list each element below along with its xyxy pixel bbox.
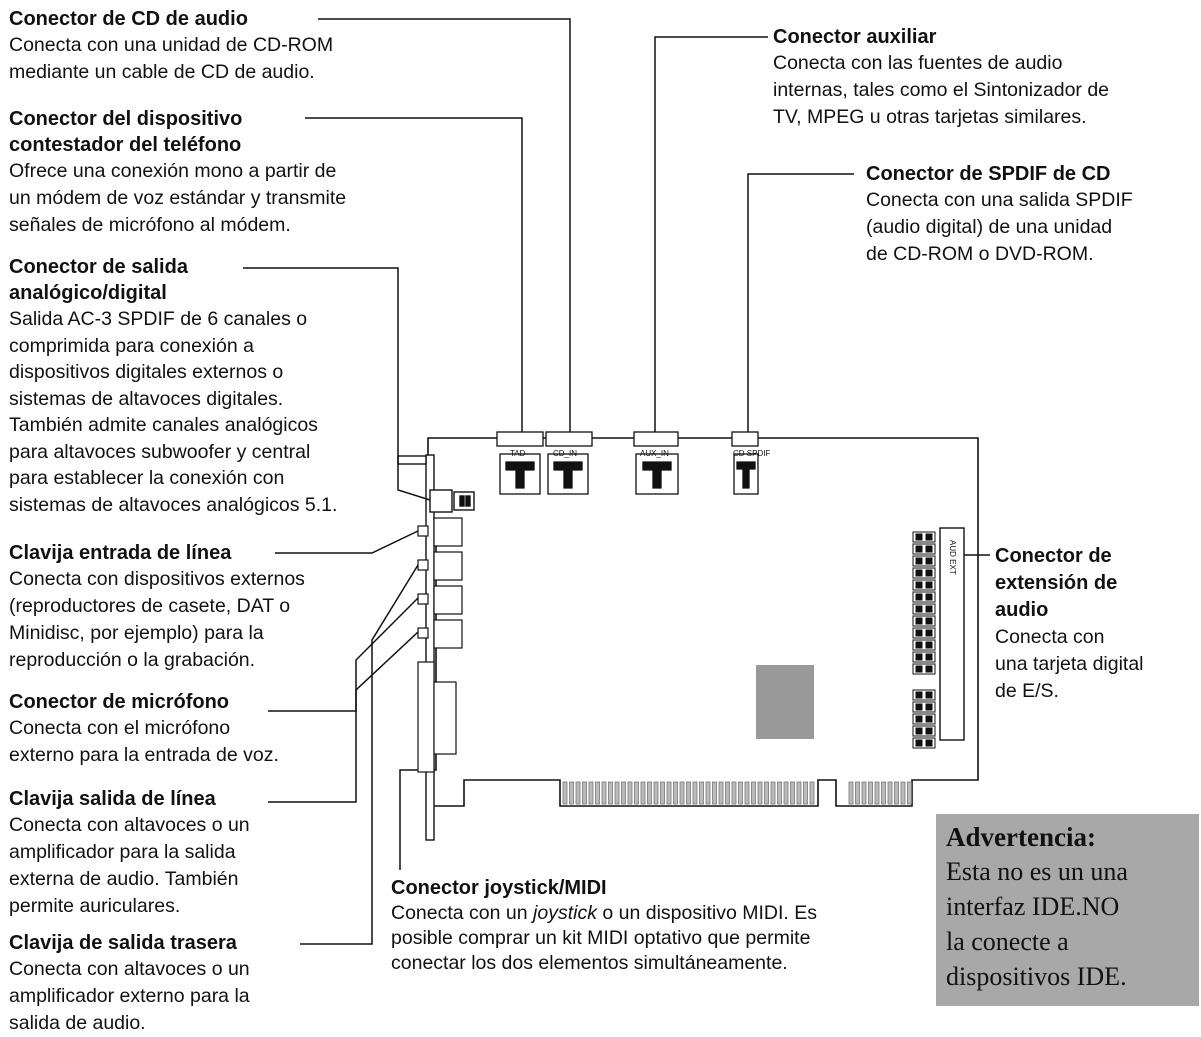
header-pin bbox=[926, 728, 932, 734]
contact-finger bbox=[615, 782, 619, 804]
line-in-desc-4: reproducción o la grabación. bbox=[9, 649, 256, 671]
audio-extension-header bbox=[913, 532, 935, 748]
header-pin bbox=[916, 582, 922, 588]
header-pin bbox=[916, 666, 922, 672]
aux-title: Conector auxiliar bbox=[773, 26, 937, 48]
header-pin bbox=[926, 594, 932, 600]
header-pin bbox=[916, 534, 922, 540]
contact-finger bbox=[739, 782, 743, 804]
header-pin bbox=[916, 642, 922, 648]
joystick-desc-prefix: Conecta con un bbox=[391, 902, 534, 924]
audio-ext-callout bbox=[995, 543, 1144, 705]
tad-title-2: contestador del teléfono bbox=[9, 134, 242, 156]
tad-desc-3: señales de micrófono al módem. bbox=[9, 214, 291, 236]
analog-digital-title-1: Conector de salida bbox=[9, 256, 188, 278]
contact-finger bbox=[784, 782, 788, 804]
analog-digital-desc-4: sistemas de altavoces digitales. bbox=[9, 387, 284, 410]
tad-desc-2: un módem de voz estándar y transmite bbox=[9, 187, 347, 209]
header-pin bbox=[926, 582, 932, 588]
rear-out-title: Clavija de salida trasera bbox=[9, 932, 237, 954]
warning-title: Advertencia: bbox=[946, 822, 1096, 852]
header-pin bbox=[926, 704, 932, 710]
joystick-desc-3: conectar los dos elementos simultáneamente. bbox=[391, 952, 788, 974]
aux-in-board-label: AUX_IN bbox=[640, 449, 669, 458]
header-pin bbox=[926, 740, 932, 746]
cd-audio-desc-2: mediante un cable de CD de audio. bbox=[9, 61, 315, 83]
contact-finger bbox=[849, 782, 853, 804]
dsp-chip bbox=[756, 665, 814, 739]
warning-line-1: Esta no es un una bbox=[946, 857, 1128, 886]
audio-jacks bbox=[418, 518, 462, 648]
contact-finger bbox=[901, 782, 905, 804]
joystick-desc-1 bbox=[391, 901, 817, 926]
contact-finger bbox=[628, 782, 632, 804]
analog-digital-desc-2: comprimida para conexión a bbox=[9, 334, 254, 357]
line-in-desc-2: (reproductores de casete, DAT o bbox=[9, 595, 291, 617]
mic-desc-2: externo para la entrada de voz. bbox=[9, 744, 279, 766]
contact-finger bbox=[810, 782, 814, 804]
contact-finger bbox=[856, 782, 860, 804]
header-pin bbox=[916, 740, 922, 746]
contact-finger bbox=[778, 782, 782, 804]
header-pin bbox=[916, 606, 922, 612]
header-pin bbox=[926, 558, 932, 564]
line-in-callout bbox=[9, 540, 305, 674]
header-pin bbox=[926, 654, 932, 660]
line-in-desc-3: Minidisc, por ejemplo) para la bbox=[9, 622, 264, 644]
audio-ext-title-2: extensión de bbox=[995, 572, 1118, 594]
contact-finger bbox=[752, 782, 756, 804]
contact-finger bbox=[862, 782, 866, 804]
header-pin bbox=[926, 642, 932, 648]
audio-ext-title-1: Conector de bbox=[995, 545, 1112, 567]
contact-finger bbox=[609, 782, 613, 804]
line-out-desc-4: permite auriculares. bbox=[9, 895, 181, 917]
contact-finger bbox=[661, 782, 665, 804]
mic-title: Conector de micrófono bbox=[9, 691, 230, 713]
spdif-cd-callout bbox=[866, 161, 1133, 268]
contact-finger bbox=[693, 782, 697, 804]
contact-finger bbox=[771, 782, 775, 804]
header-pin bbox=[916, 630, 922, 636]
rear-out-callout bbox=[9, 930, 250, 1037]
analog-digital-desc-1: Salida AC-3 SPDIF de 6 canales o bbox=[9, 308, 308, 330]
spdif-cd-desc-1: Conecta con una salida SPDIF bbox=[866, 189, 1133, 211]
aux-desc-2: internas, tales como el Sintonizador de bbox=[773, 79, 1110, 101]
header-pin bbox=[916, 618, 922, 624]
contact-finger bbox=[680, 782, 684, 804]
header-pin bbox=[916, 704, 922, 710]
spdif-cd-desc-3: de CD-ROM o DVD-ROM. bbox=[866, 243, 1094, 265]
cd-in-board-label: CD_IN bbox=[553, 449, 578, 458]
contact-finger bbox=[654, 782, 658, 804]
contact-finger bbox=[888, 782, 892, 804]
header-pin bbox=[916, 570, 922, 576]
header-pin bbox=[926, 606, 932, 612]
aux-desc-1: Conecta con las fuentes de audio bbox=[773, 52, 1063, 74]
spdif-cd-title: Conector de SPDIF de CD bbox=[866, 163, 1111, 185]
contact-finger bbox=[869, 782, 873, 804]
contact-finger bbox=[882, 782, 886, 804]
joystick-desc-suffix: o un dispositivo MIDI. Es bbox=[596, 902, 817, 924]
contact-finger bbox=[713, 782, 717, 804]
edge-contacts bbox=[563, 782, 912, 804]
spdif-cd-desc-2: (audio digital) de una unidad bbox=[866, 216, 1113, 238]
contact-finger bbox=[875, 782, 879, 804]
line-out-callout bbox=[9, 786, 250, 920]
cd-audio-callout bbox=[9, 6, 333, 86]
warning-line-2: interfaz IDE.NO bbox=[946, 892, 1120, 921]
cd-audio-title: Conector de CD de audio bbox=[9, 8, 248, 30]
analog-digital-desc-8: sistemas de altavoces analógicos 5.1. bbox=[9, 493, 338, 516]
contact-finger bbox=[745, 782, 749, 804]
contact-finger bbox=[804, 782, 808, 804]
analog-digital-desc-7: para establecer la conexión con bbox=[9, 467, 285, 489]
audio-ext-desc-2: una tarjeta digital bbox=[995, 653, 1144, 675]
contact-finger bbox=[596, 782, 600, 804]
audio-ext-desc-1: Conecta con bbox=[995, 626, 1105, 648]
contact-finger bbox=[641, 782, 645, 804]
analog-digital-desc-3: dispositivos digitales externos o bbox=[9, 361, 284, 383]
joystick-desc-2: posible comprar un kit MIDI optativo que permite bbox=[391, 927, 811, 949]
header-pin bbox=[916, 692, 922, 698]
contact-finger bbox=[758, 782, 762, 804]
contact-finger bbox=[726, 782, 730, 804]
contact-finger bbox=[570, 782, 574, 804]
contact-finger bbox=[895, 782, 899, 804]
analog-digital-title-2: analógico/digital bbox=[9, 282, 167, 304]
contact-finger bbox=[732, 782, 736, 804]
contact-finger bbox=[719, 782, 723, 804]
header-pin bbox=[916, 728, 922, 734]
warning-box bbox=[936, 814, 1199, 1006]
top-connectors bbox=[497, 432, 758, 494]
line-out-desc-3: externa de audio. También bbox=[9, 868, 239, 890]
header-pin bbox=[926, 630, 932, 636]
contact-finger bbox=[589, 782, 593, 804]
contact-finger bbox=[797, 782, 801, 804]
tad-callout bbox=[9, 106, 346, 239]
header-pin bbox=[926, 618, 932, 624]
joystick-port bbox=[418, 662, 456, 772]
audio-ext-title-3: audio bbox=[995, 599, 1049, 621]
mic-callout bbox=[9, 689, 279, 769]
analog-digital-desc-6: para altavoces subwoofer y central bbox=[9, 440, 311, 463]
audio-ext-board-label: AUD EXT bbox=[948, 540, 957, 575]
tad-board-label: TAD bbox=[510, 449, 526, 458]
header-pin bbox=[916, 716, 922, 722]
contact-finger bbox=[791, 782, 795, 804]
contact-finger bbox=[700, 782, 704, 804]
line-out-desc-1: Conecta con altavoces o un bbox=[9, 814, 250, 836]
contact-finger bbox=[706, 782, 710, 804]
aux-callout bbox=[773, 24, 1109, 131]
joystick-title: Conector joystick/MIDI bbox=[391, 877, 607, 899]
tad-title-1: Conector del dispositivo bbox=[9, 108, 243, 130]
header-pin bbox=[916, 594, 922, 600]
header-pin bbox=[916, 558, 922, 564]
header-pin bbox=[926, 716, 932, 722]
contact-finger bbox=[648, 782, 652, 804]
analog-digital-out-callout bbox=[9, 254, 337, 518]
analog-digital-desc-5: También admite canales analógicos bbox=[9, 414, 318, 436]
contact-finger bbox=[602, 782, 606, 804]
cd-audio-desc-1: Conecta con una unidad de CD-ROM bbox=[9, 34, 334, 56]
mic-desc-1: Conecta con el micrófono bbox=[9, 717, 231, 739]
audio-ext-desc-3: de E/S. bbox=[995, 680, 1059, 702]
contact-finger bbox=[667, 782, 671, 804]
contact-finger bbox=[765, 782, 769, 804]
cd-spdif-board-label: CD SPDIF bbox=[733, 449, 771, 458]
header-pin bbox=[926, 692, 932, 698]
contact-finger bbox=[687, 782, 691, 804]
contact-finger bbox=[563, 782, 567, 804]
contact-finger bbox=[576, 782, 580, 804]
header-pin bbox=[916, 546, 922, 552]
line-out-desc-2: amplificador para la salida bbox=[9, 841, 236, 863]
rear-out-desc-1: Conecta con altavoces o un bbox=[9, 958, 250, 980]
rear-out-desc-3: salida de audio. bbox=[9, 1012, 146, 1034]
contact-finger bbox=[674, 782, 678, 804]
aux-desc-3: TV, MPEG u otras tarjetas similares. bbox=[773, 106, 1087, 128]
header-pin bbox=[926, 534, 932, 540]
joystick-callout bbox=[391, 875, 817, 976]
rear-out-desc-2: amplificador externo para la bbox=[9, 985, 250, 1007]
contact-finger bbox=[583, 782, 587, 804]
line-in-desc-1: Conecta con dispositivos externos bbox=[9, 568, 305, 590]
line-out-title: Clavija salida de línea bbox=[9, 788, 216, 810]
tad-desc-1: Ofrece una conexión mono a partir de bbox=[9, 160, 337, 182]
contact-finger bbox=[622, 782, 626, 804]
header-pin bbox=[916, 654, 922, 660]
header-pin bbox=[926, 546, 932, 552]
warning-line-3: la conecte a bbox=[946, 927, 1069, 956]
warning-line-4: dispositivos IDE. bbox=[946, 962, 1127, 991]
header-pin bbox=[926, 570, 932, 576]
header-pin bbox=[926, 666, 932, 672]
contact-finger bbox=[908, 782, 912, 804]
contact-finger bbox=[635, 782, 639, 804]
line-in-title: Clavija entrada de línea bbox=[9, 542, 232, 564]
joystick-desc-em: joystick bbox=[533, 902, 597, 924]
